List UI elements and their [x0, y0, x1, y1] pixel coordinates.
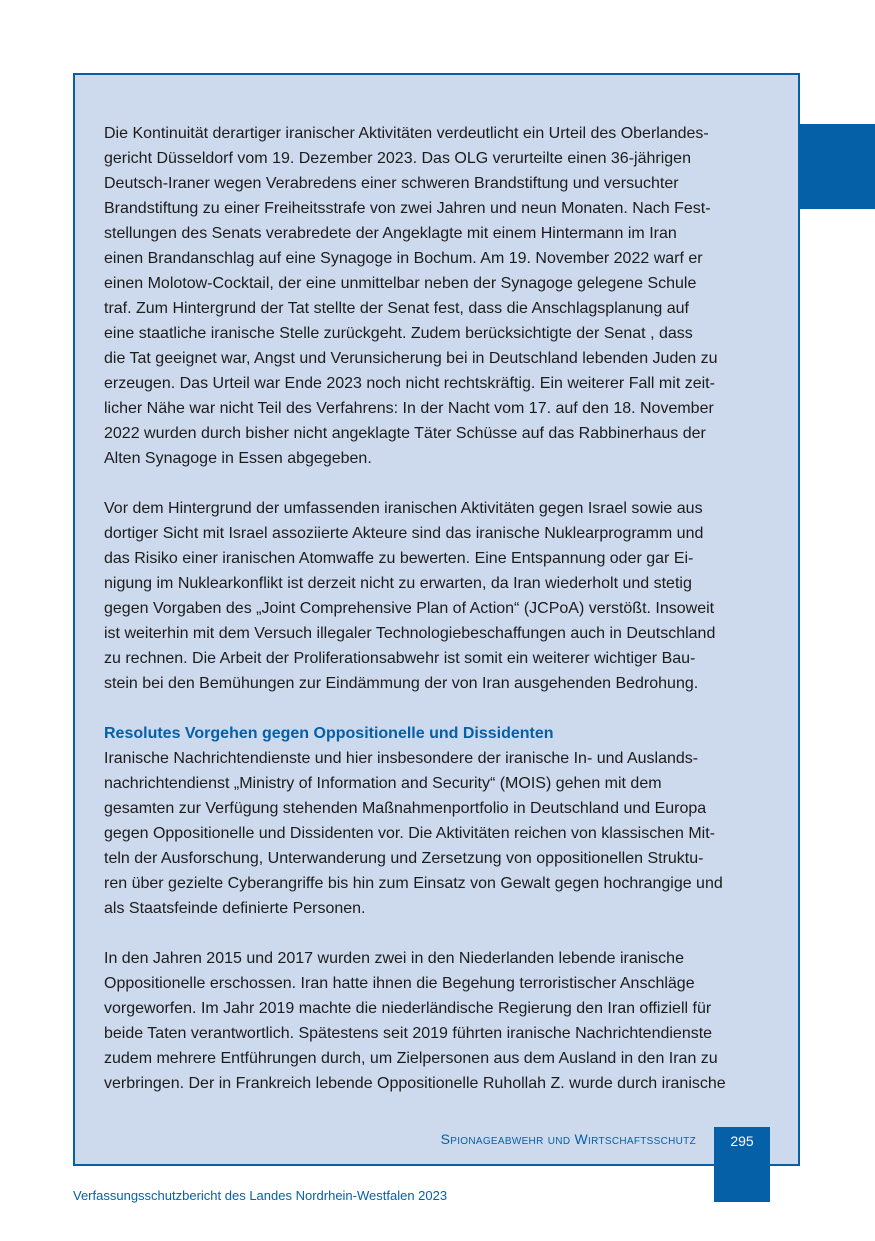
paragraph-intelligence-services: Iranische Nachrichtendienste und hier insbesondere der iranische In- und Auslands- nachrichtendienst „Ministry of Information and Security“ (MOIS) gehen mit dem gesamten zur Verfügung stehenden Maßnahmenportfolio in Deutschland und Europa gegen Oppositionelle und Dissidenten vor. Die Aktivitäten reichen von klassischen Mit- teln der Ausforschung, Unterwanderung und Zersetzung von oppositionellen Struktu- ren über gezielte Cyberangriffe bis hin zum Einsatz von Gewalt gegen hochrangige und als Staatsfeinde definierte Personen.	[104, 750, 723, 917]
paragraph-olg-verdict: Die Kontinuität derartiger iranischer Aktivitäten verdeutlicht ein Urteil des Oberlandes- gericht Düsseldorf vom 19. Dezember 2023. Das OLG verurteilte einen 36-jährigen Deutsch-Iraner wegen Verabredens einer schweren Brandstiftung und versuchter Brandstiftung zu einer Freiheitsstrafe von zwei Jahren und neun Monaten. Nach Fest- stellungen des Senats verabredete der Angeklagte mit einem Hintermann im Iran einen Brandanschlag auf eine Synagoge in Bochum. Am 19. November 2022 warf er einen Molotow-Cocktail, der eine unmittelbar neben der Synagoge gelegene Schule traf. Zum Hintergrund der Tat stellte der Senat fest, dass die Anschlagsplanung auf eine staatliche iranische Stelle zurückgeht. Zudem berücksichtigte der Senat , dass die Tat geeignet war, Angst und Verunsicherung bei in Deutschland lebenden Juden zu erzeugen. Das Urteil war Ende 2023 noch nicht rechtskräftig. Ein weiterer Fall mit zeit- licher Nähe war nicht Teil des Verfahrens: In der Nacht vom 17. auf den 18. November 2022 wurden durch bisher nicht angeklagte Täter Schüsse auf das Rabbinerhaus der Alten Synagoge in Essen abgegeben.	[104, 125, 718, 467]
page-number-tab	[714, 1127, 770, 1202]
chapter-marker-tab	[798, 124, 875, 209]
section-heading: Resolutes Vorgehen gegen Oppositionelle und Dissidenten	[104, 725, 554, 742]
paragraph-netherlands-cases: In den Jahren 2015 und 2017 wurden zwei in den Niederlanden lebende iranische Oppositionelle erschossen. Iran hatte ihnen die Begehung terroristischer Anschläge vorgeworfen. Im Jahr 2019 machte die niederländische Regierung den Iran offiziell für beide Taten verantwortlich. Spätestens seit 2019 führten iranische Nachrichtendienste zudem mehrere Entführungen durch, um Zielpersonen aus dem Ausland in den Iran zu verbringen. Der in Frankreich lebende Oppositionelle Ruhollah Z. wurde durch iranische	[104, 950, 726, 1092]
main-text	[104, 121, 776, 1096]
page-number: 295	[730, 1133, 754, 1149]
running-header: Spionageabwehr und Wirtschaftsschutz	[440, 1131, 696, 1147]
paragraph-nuclear-program: Vor dem Hintergrund der umfassenden iranischen Aktivitäten gegen Israel sowie aus dortiger Sicht mit Israel assoziierte Akteure sind das iranische Nuklearprogramm und das Risiko einer iranischen Atomwaffe zu bewerten. Eine Entspannung oder gar Ei- nigung im Nuklearkonflikt ist derzeit nicht zu erwarten, da Iran wiederholt und stetig gegen Vorgaben des „Joint Comprehensive Plan of Action“ (JCPoA) verstößt. Insoweit ist weiterhin mit dem Versuch illegaler Technologiebeschaffungen auch in Deutschland zu rechnen. Die Arbeit der Proliferationsabwehr ist somit ein weiterer wichtiger Bau- stein bei den Bemühungen zur Eindämmung der von Iran ausgehenden Bedrohung.	[104, 500, 716, 692]
footer-publication-title: Verfassungsschutzbericht des Landes Nordrhein-Westfalen 2023	[73, 1188, 448, 1203]
